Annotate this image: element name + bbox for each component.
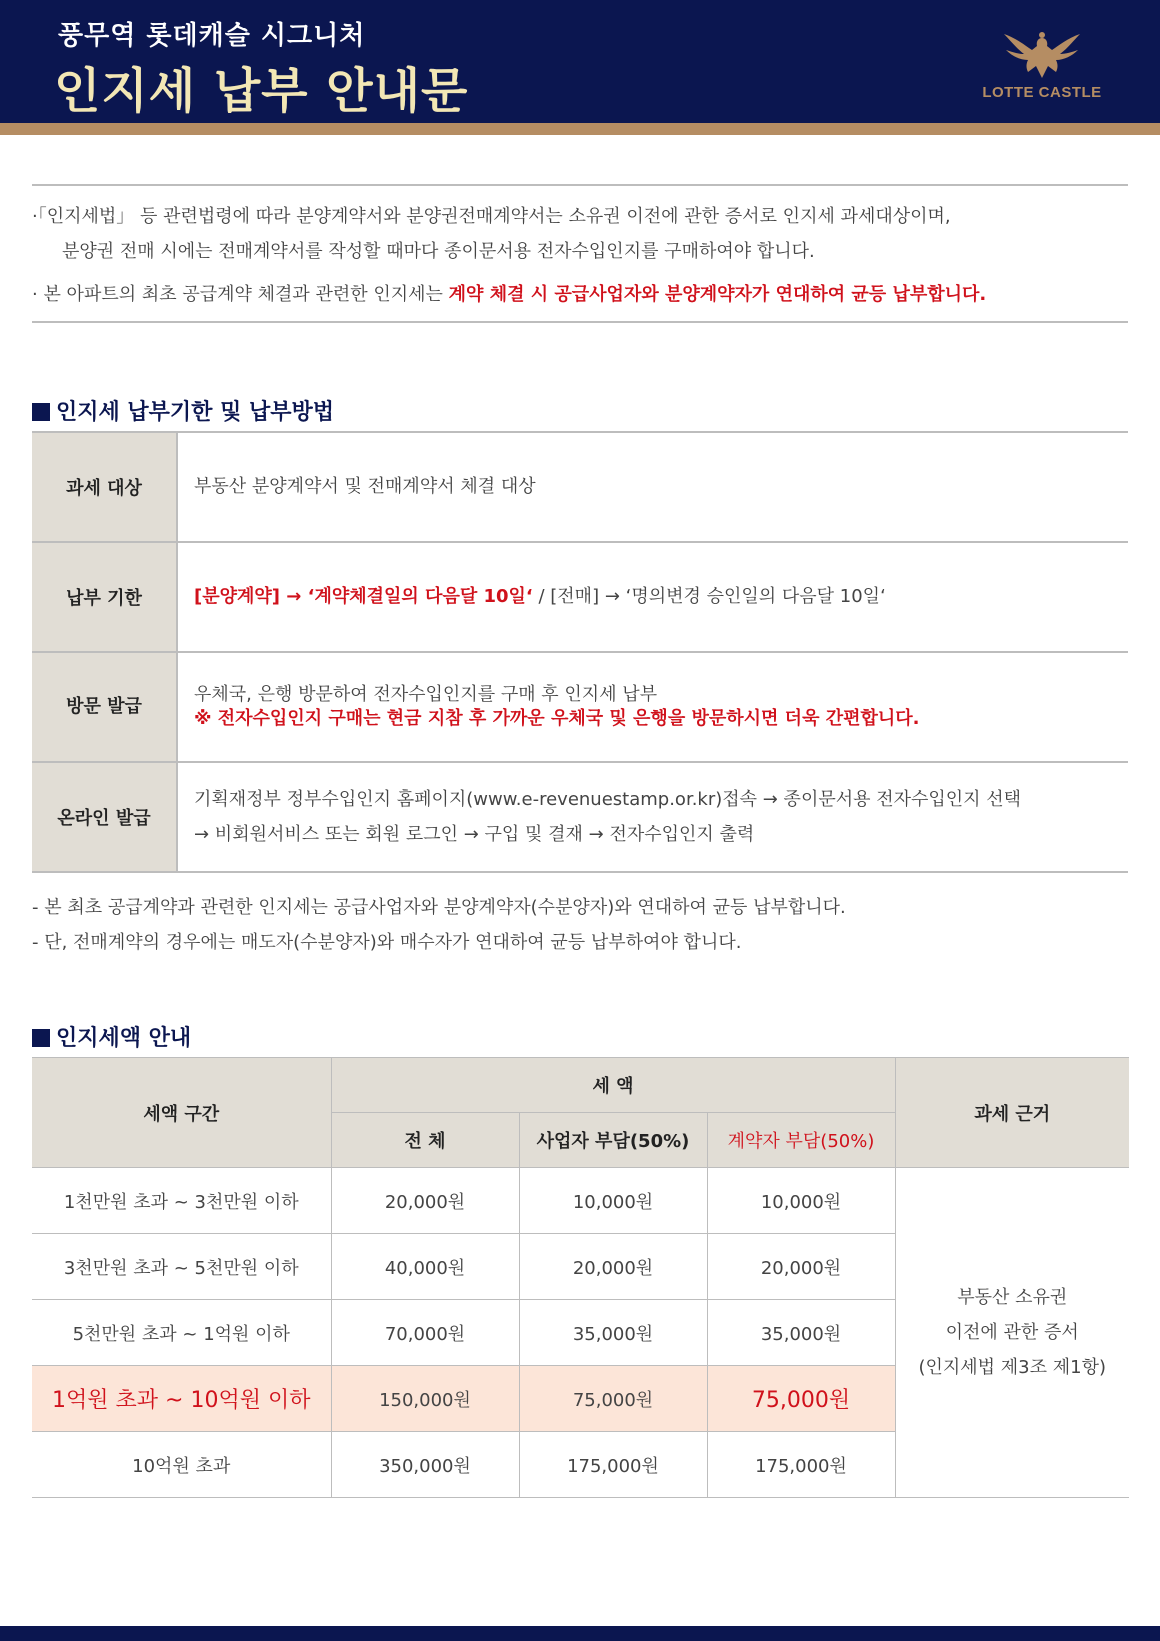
stamp-tax-table: [32, 1057, 1129, 1498]
divider: [32, 184, 1128, 186]
basis-line-1: 부동산 소유권: [957, 1287, 1068, 1308]
table-row: [32, 542, 1128, 652]
note-line-1: - 본 최초 공급계약과 관련한 인지세는 공급사업자와 분양계약자(수분양자)와 연대하여 균등 납부합니다.: [32, 897, 846, 918]
intro-line-3-highlight: 계약 체결 시 공급사업자와 분양계약자가 연대하여 균등 납부합니다.: [448, 284, 987, 305]
row-label: 과세 대상: [32, 432, 177, 542]
header-range: 세액 구간: [32, 1058, 331, 1168]
section-title-payment: [32, 395, 334, 426]
logo-text: LOTTE CASTLE: [982, 84, 1102, 101]
table-row: [32, 432, 1128, 542]
row-value: [177, 432, 1128, 542]
section-title-amount: [32, 1021, 191, 1052]
row-value: [177, 542, 1128, 652]
header-total: 전 체: [331, 1113, 519, 1168]
row-value: [177, 652, 1128, 762]
basis-line-2: 이전에 관한 증서: [945, 1322, 1079, 1343]
basis-line-3: (인지세법 제3조 제1항): [918, 1357, 1106, 1378]
deadline-text: [194, 585, 1128, 609]
square-bullet-icon: [32, 403, 50, 421]
header-contractor: 계약자 부담(50%): [707, 1113, 895, 1168]
cell-business: 35,000원: [519, 1300, 707, 1366]
cell-total: 20,000원: [331, 1168, 519, 1234]
table-row: [32, 1168, 1129, 1234]
intro-line-2: 분양권 전매 시에는 전매계약서를 작성할 때마다 종이문서용 전자수입인지를 구매하여야 합니다.: [62, 241, 815, 262]
deadline-sale: [분양계약] → ‘계약체결일의 다음달 10일‘: [194, 586, 533, 607]
header-gold-stripe: [0, 123, 1160, 135]
intro-line-1: ·「인지세법」 등 관련법령에 따라 분양계약서와 분양권전매계약서는 소유권 이전에 관한 증서로 인지세 과세대상이며,: [32, 206, 951, 227]
subject-text: 부동산 분양계약서 및 전매계약서 체결 대상: [194, 476, 536, 497]
footer-bar: [0, 1626, 1160, 1641]
section-title-text: 인지세액 안내: [56, 1026, 192, 1051]
cell-total: 70,000원: [331, 1300, 519, 1366]
cell-contractor: 20,000원: [707, 1234, 895, 1300]
cell-business: 175,000원: [519, 1432, 707, 1498]
cell-total: 40,000원: [331, 1234, 519, 1300]
online-step-1: 기획재정부 정부수입인지 홈페이지(www.e-revenuestamp.or.kr)접속 → 종이문서용 전자수입인지 선택: [194, 789, 1022, 810]
cell-business: 10,000원: [519, 1168, 707, 1234]
divider: [32, 321, 1128, 323]
cell-contractor: 175,000원: [707, 1432, 895, 1498]
lotte-castle-logo: [972, 30, 1112, 106]
cell-contractor: 75,000원: [707, 1366, 895, 1432]
table-row: [32, 652, 1128, 762]
row-value: [177, 762, 1128, 872]
cell-range: 10억원 초과: [32, 1432, 331, 1498]
row-label: 납부 기한: [32, 542, 177, 652]
header-business: 사업자 부담(50%): [519, 1113, 707, 1168]
table-header-row: [32, 1058, 1129, 1113]
visit-text: 우체국, 은행 방문하여 전자수입인지를 구매 후 인지세 납부: [194, 684, 658, 705]
row-label: 방문 발급: [32, 652, 177, 762]
cell-range: 5천만원 초과 ~ 1억원 이하: [32, 1300, 331, 1366]
deadline-resale: / [전매] → ‘명의변경 승인일의 다음달 10일‘: [532, 586, 886, 607]
header-banner: [0, 0, 1160, 123]
cell-total: 150,000원: [331, 1366, 519, 1432]
cell-basis: [895, 1168, 1129, 1498]
cell-business: 75,000원: [519, 1366, 707, 1432]
eagle-emblem-icon: [1002, 30, 1082, 82]
cell-range: 1억원 초과 ~ 10억원 이하: [32, 1366, 331, 1432]
cell-contractor: 35,000원: [707, 1300, 895, 1366]
header-basis: 과세 근거: [895, 1058, 1129, 1168]
note-line-2: - 단, 전매계약의 경우에는 매도자(수분양자)와 매수자가 연대하여 균등 납부하여야 합니다.: [32, 932, 742, 953]
cell-business: 20,000원: [519, 1234, 707, 1300]
table-row: [32, 762, 1128, 872]
payment-method-table: [32, 431, 1128, 873]
header-subtitle: 풍무역 롯데캐슬 시그니처: [58, 21, 366, 51]
cell-range: 3천만원 초과 ~ 5천만원 이하: [32, 1234, 331, 1300]
cell-total: 350,000원: [331, 1432, 519, 1498]
cell-range: 1천만원 초과 ~ 3천만원 이하: [32, 1168, 331, 1234]
intro-line-3-text: · 본 아파트의 최초 공급계약 체결과 관련한 인지세는: [32, 284, 449, 305]
square-bullet-icon: [32, 1029, 50, 1047]
cell-contractor: 10,000원: [707, 1168, 895, 1234]
header-amount: 세 액: [331, 1058, 895, 1113]
page-title: 인지세 납부 안내문: [54, 63, 469, 119]
intro-line-3: [32, 284, 986, 306]
visit-note: ※ 전자수입인지 구매는 현금 지참 후 가까운 우체국 및 은행을 방문하시면 더욱 간편합니다.: [194, 708, 920, 729]
online-step-2: → 비회원서비스 또는 회원 로그인 → 구입 및 결재 → 전자수입인지 출력: [194, 824, 755, 845]
row-label: 온라인 발급: [32, 762, 177, 872]
section-title-text: 인지세 납부기한 및 납부방법: [56, 400, 335, 425]
